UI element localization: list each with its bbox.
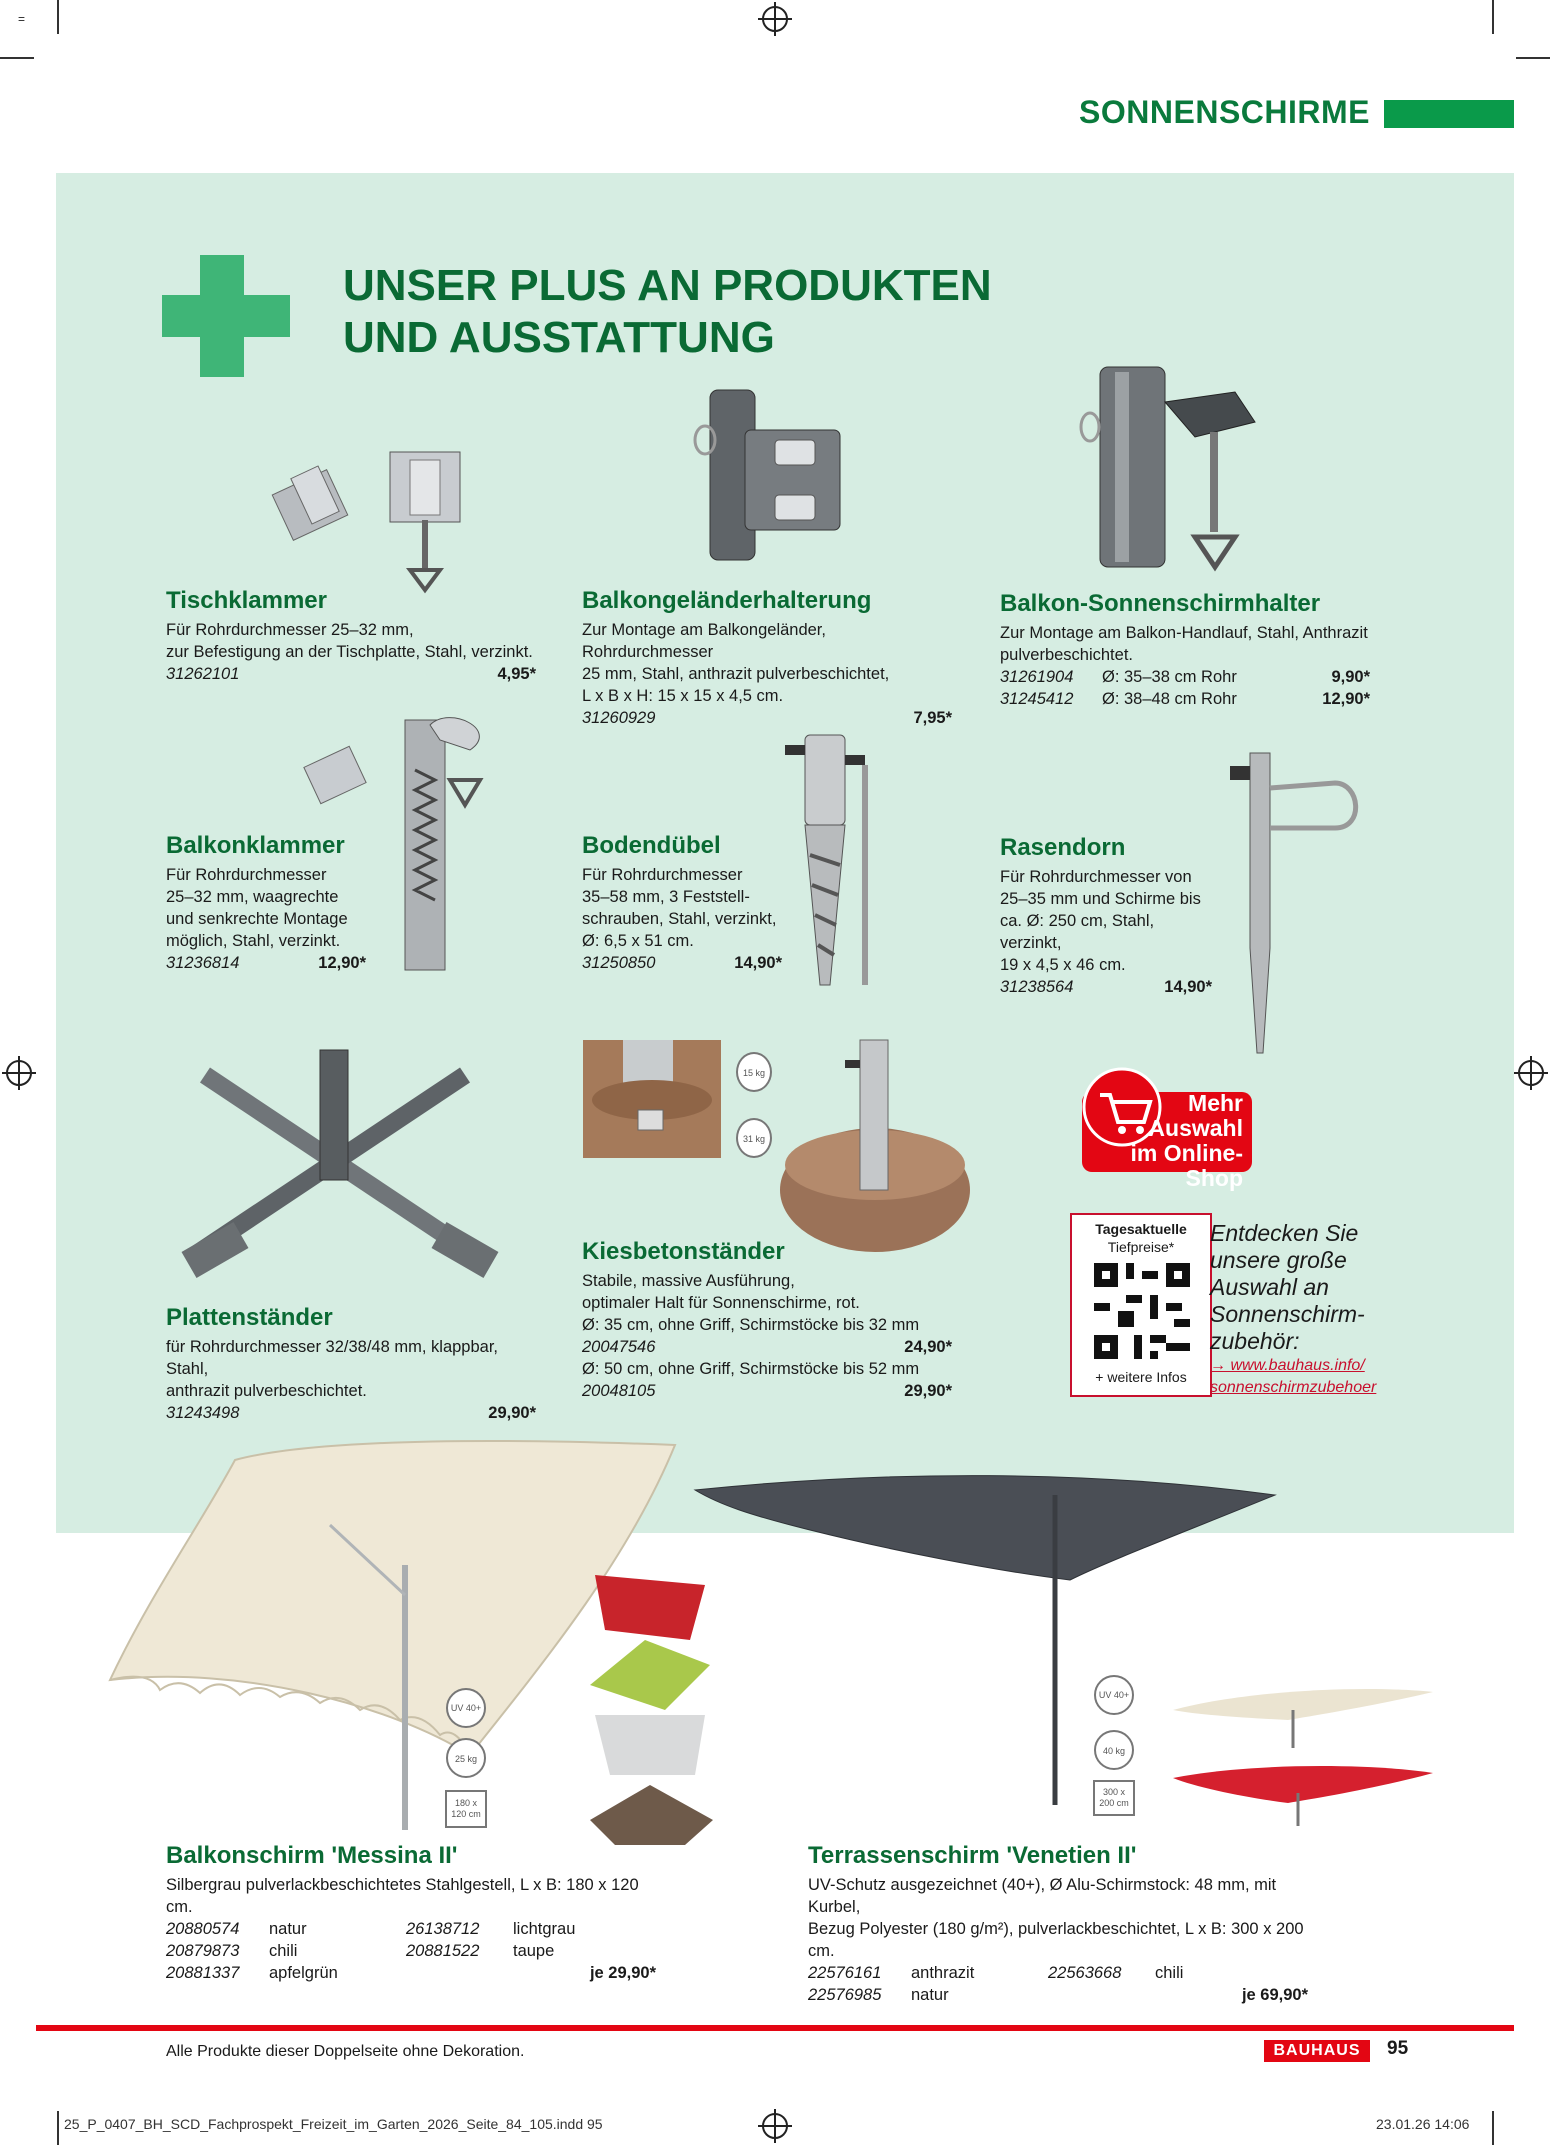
print-slug-date: 23.01.26 14:06 <box>1376 2116 1470 2132</box>
product-description: Für Rohrdurchmesser 35–58 mm, 3 Feststell- schrauben, Stahl, verzinkt, Ø: 6,5 x 51 cm. <box>582 866 777 950</box>
size-badge-messina <box>445 1790 487 1828</box>
price: 12,90* <box>1322 690 1370 708</box>
product-description: Für Rohrdurchmesser von 25–35 mm und Schirme bis ca. Ø: 250 cm, Stahl, verzinkt, 19 x 4,5 x 46 cm. <box>1000 868 1201 974</box>
price: je 69,90* <box>1241 1986 1308 2004</box>
variant-row <box>166 1918 656 1940</box>
bodenduebel-image <box>780 715 890 1005</box>
size-badge-venetien <box>1093 1780 1135 1816</box>
product-plattenstaender <box>166 1302 536 1424</box>
price: 29,90* <box>488 1404 536 1422</box>
tischklammer-image <box>270 440 490 600</box>
discover-text: Entdecken Sie unsere große Auswahl an Sonnenschirm-zubehör: <box>1210 1220 1365 1354</box>
price: 4,95* <box>497 665 536 683</box>
weight-badge-label: 40 kg <box>1102 1746 1126 1756</box>
product-balkonklammer <box>166 830 366 974</box>
uv-badge-messina <box>446 1688 486 1728</box>
size-badge-label: 300 x 200 cm <box>1099 1787 1129 1808</box>
product-tischklammer <box>166 585 536 685</box>
shop-line3: im Online-Shop <box>1130 1140 1243 1191</box>
product-name: Plattenständer <box>166 1304 333 1331</box>
weight-badge-large <box>736 1118 772 1158</box>
article-number: 31260929 <box>582 709 656 727</box>
variant-line: Ø: 50 cm, ohne Griff, Schirmstöcke bis 52 mm <box>582 1360 920 1378</box>
kiesbeton-image <box>775 1035 975 1255</box>
variant-row <box>808 1962 1308 1984</box>
plus-icon-bar <box>162 295 290 337</box>
shop-line1: Mehr <box>1188 1090 1243 1116</box>
price: 9,90* <box>1331 668 1370 686</box>
uv-badge-label: UV 40+ <box>450 1703 482 1713</box>
registration-mark-right <box>1518 1060 1544 1086</box>
variant-color: natur <box>269 1920 307 1938</box>
product-balkon-halter <box>1000 588 1370 710</box>
section-title: SONNENSCHIRME <box>1079 94 1370 130</box>
headline-line2: UND AUSSTATTUNG <box>343 313 775 362</box>
corner-mark: = <box>18 12 26 26</box>
variant-row <box>166 1962 656 1984</box>
article-number: 31262101 <box>166 665 240 683</box>
size: Ø: 35–38 cm Rohr <box>1102 668 1237 686</box>
price: 14,90* <box>734 954 782 972</box>
weight-badge-venetien <box>1094 1730 1134 1770</box>
article-number: 31236814 <box>166 954 240 972</box>
size-badge-label: 180 x 120 cm <box>451 1798 481 1819</box>
product-venetien <box>808 1840 1308 2006</box>
weight-badge-label: 25 kg <box>454 1754 478 1764</box>
product-name: Bodendübel <box>582 832 721 859</box>
product-description: für Rohrdurchmesser 32/38/48 mm, klappbar, Stahl, anthrazit pulverbeschichtet. <box>166 1338 498 1400</box>
price: je 29,90* <box>589 1964 656 1982</box>
article-number: 22576161 <box>808 1964 882 1982</box>
article-number: 22576985 <box>808 1986 882 2004</box>
plattenstaender-image <box>175 1045 505 1285</box>
shop-link[interactable] <box>1210 1355 1376 1399</box>
weight-badge-large-label: 31 kg <box>742 1134 766 1144</box>
headline-line1: UNSER PLUS AN PRODUKTEN <box>343 261 992 310</box>
article-number: 31261904 <box>1000 668 1074 686</box>
uv-badge-venetien <box>1094 1675 1134 1715</box>
print-slug: 25_P_0407_BH_SCD_Fachprospekt_Freizeit_im_Garten_2026_Seite_84_105.indd 95 <box>64 2116 603 2132</box>
online-shop-text <box>1088 1091 1243 1191</box>
variant-row <box>808 1984 1308 2006</box>
venetien-color-chili <box>1168 1758 1438 1828</box>
article-number: 20879873 <box>166 1942 240 1960</box>
product-bodenduebel <box>582 830 782 974</box>
shop-line2: Auswahl <box>1148 1115 1243 1141</box>
qr-title: Tagesaktuelle <box>1095 1221 1187 1237</box>
kiesbeton-closeup-image <box>583 1040 721 1158</box>
product-name: Balkon-Sonnenschirmhalter <box>1000 590 1321 617</box>
variant-color: taupe <box>513 1942 555 1960</box>
registration-mark-bottom <box>762 2113 788 2139</box>
price: 12,90* <box>318 954 366 972</box>
article-number: 20880574 <box>166 1920 240 1938</box>
qr-subtitle: Tiefpreise* <box>1107 1239 1175 1255</box>
product-balkongelaender <box>582 585 952 729</box>
registration-mark-top <box>762 6 788 32</box>
article-number: 26138712 <box>406 1920 480 1938</box>
variant-color: chili <box>269 1942 298 1960</box>
product-description: Zur Montage am Balkon-Handlauf, Stahl, Anthrazit pulverbeschichtet. <box>1000 624 1368 664</box>
product-description: Silbergrau pulverlackbeschichtetes Stahlgestell, L x B: 180 x 120 cm. <box>166 1876 639 1916</box>
price: 24,90* <box>904 1338 952 1356</box>
registration-mark-left <box>6 1060 32 1086</box>
price: 14,90* <box>1164 978 1212 996</box>
uv-badge-label: UV 40+ <box>1098 1690 1130 1700</box>
product-messina <box>166 1840 656 1984</box>
product-description: Stabile, massive Ausführung, optimaler Halt für Sonnenschirme, rot. <box>582 1272 860 1312</box>
product-description: Für Rohrdurchmesser 25–32 mm, zur Befestigung an der Tischplatte, Stahl, verzinkt. <box>166 621 533 661</box>
bauhaus-logo: BAUHAUS <box>1264 2040 1370 2062</box>
product-description: Zur Montage am Balkongeländer, Rohrdurchmesser 25 mm, Stahl, anthrazit pulverbeschichtet, L x B x H: 15 x 15 x 4,5 cm. <box>582 621 890 705</box>
weight-badge-small <box>736 1052 772 1092</box>
product-name: Terrassenschirm 'Venetien II' <box>808 1842 1137 1869</box>
price: 7,95* <box>913 709 952 727</box>
article-number: 20881522 <box>406 1942 480 1960</box>
product-name: Balkongeländerhalterung <box>582 587 872 614</box>
article-number: 22563668 <box>1048 1964 1122 1982</box>
article-number: 20048105 <box>582 1382 656 1400</box>
balkongelaender-image <box>690 385 860 565</box>
venetien-color-natur <box>1168 1680 1438 1750</box>
product-name: Tischklammer <box>166 587 327 614</box>
product-description: Für Rohrdurchmesser 25–32 mm, waagrechte und senkrechte Montage möglich, Stahl, verzinkt. <box>166 866 348 950</box>
variant-color: chili <box>1155 1964 1184 1982</box>
product-name: Balkonklammer <box>166 832 345 859</box>
product-name: Kiesbetonständer <box>582 1238 785 1265</box>
footer-rule <box>36 2025 1514 2031</box>
shop-link-line1[interactable]: → www.bauhaus.info/ <box>1210 1357 1365 1374</box>
section-bar <box>1384 100 1514 128</box>
product-kiesbeton <box>582 1236 952 1402</box>
qr-footer: + weitere Infos <box>1095 1369 1187 1385</box>
variant-row <box>166 1940 656 1962</box>
article-number: 31245412 <box>1000 690 1074 708</box>
article-number: 20881337 <box>166 1964 240 1982</box>
balkon-halter-image <box>1075 362 1275 577</box>
footer-note: Alle Produkte dieser Doppelseite ohne Dekoration. <box>166 2043 525 2060</box>
size: Ø: 38–48 cm Rohr <box>1102 690 1237 708</box>
variant-color: apfelgrün <box>269 1964 338 1982</box>
product-description: UV-Schutz ausgezeichnet (40+), Ø Alu-Schirmstock: 48 mm, mit Kurbel, Bezug Polyester (180 g/m²), pulverlackbeschichtet, L x B: 300 x 200 cm. <box>808 1876 1304 1960</box>
article-number: 31238564 <box>1000 978 1074 996</box>
variant-color: natur <box>911 1986 949 2004</box>
variant-color: lichtgrau <box>513 1920 576 1938</box>
weight-badge-messina <box>446 1738 486 1778</box>
qr-code-icon[interactable] <box>1094 1263 1190 1359</box>
headline <box>343 260 992 364</box>
variant-line: Ø: 35 cm, ohne Griff, Schirmstöcke bis 32 mm <box>582 1316 920 1334</box>
qr-box[interactable] <box>1070 1213 1212 1397</box>
product-rasendorn <box>1000 832 1212 998</box>
shop-link-line2[interactable]: sonnenschirmzubehoer <box>1210 1379 1377 1396</box>
rasendorn-image <box>1215 748 1375 1058</box>
page-number: 95 <box>1387 2038 1409 2059</box>
product-name: Rasendorn <box>1000 834 1126 861</box>
weight-badge-small-label: 15 kg <box>742 1068 766 1078</box>
variant-color: anthrazit <box>911 1964 975 1982</box>
article-number: 31243498 <box>166 1404 240 1422</box>
article-number: 31250850 <box>582 954 656 972</box>
article-number: 20047546 <box>582 1338 656 1356</box>
product-name: Balkonschirm 'Messina II' <box>166 1842 458 1869</box>
price: 29,90* <box>904 1382 952 1400</box>
